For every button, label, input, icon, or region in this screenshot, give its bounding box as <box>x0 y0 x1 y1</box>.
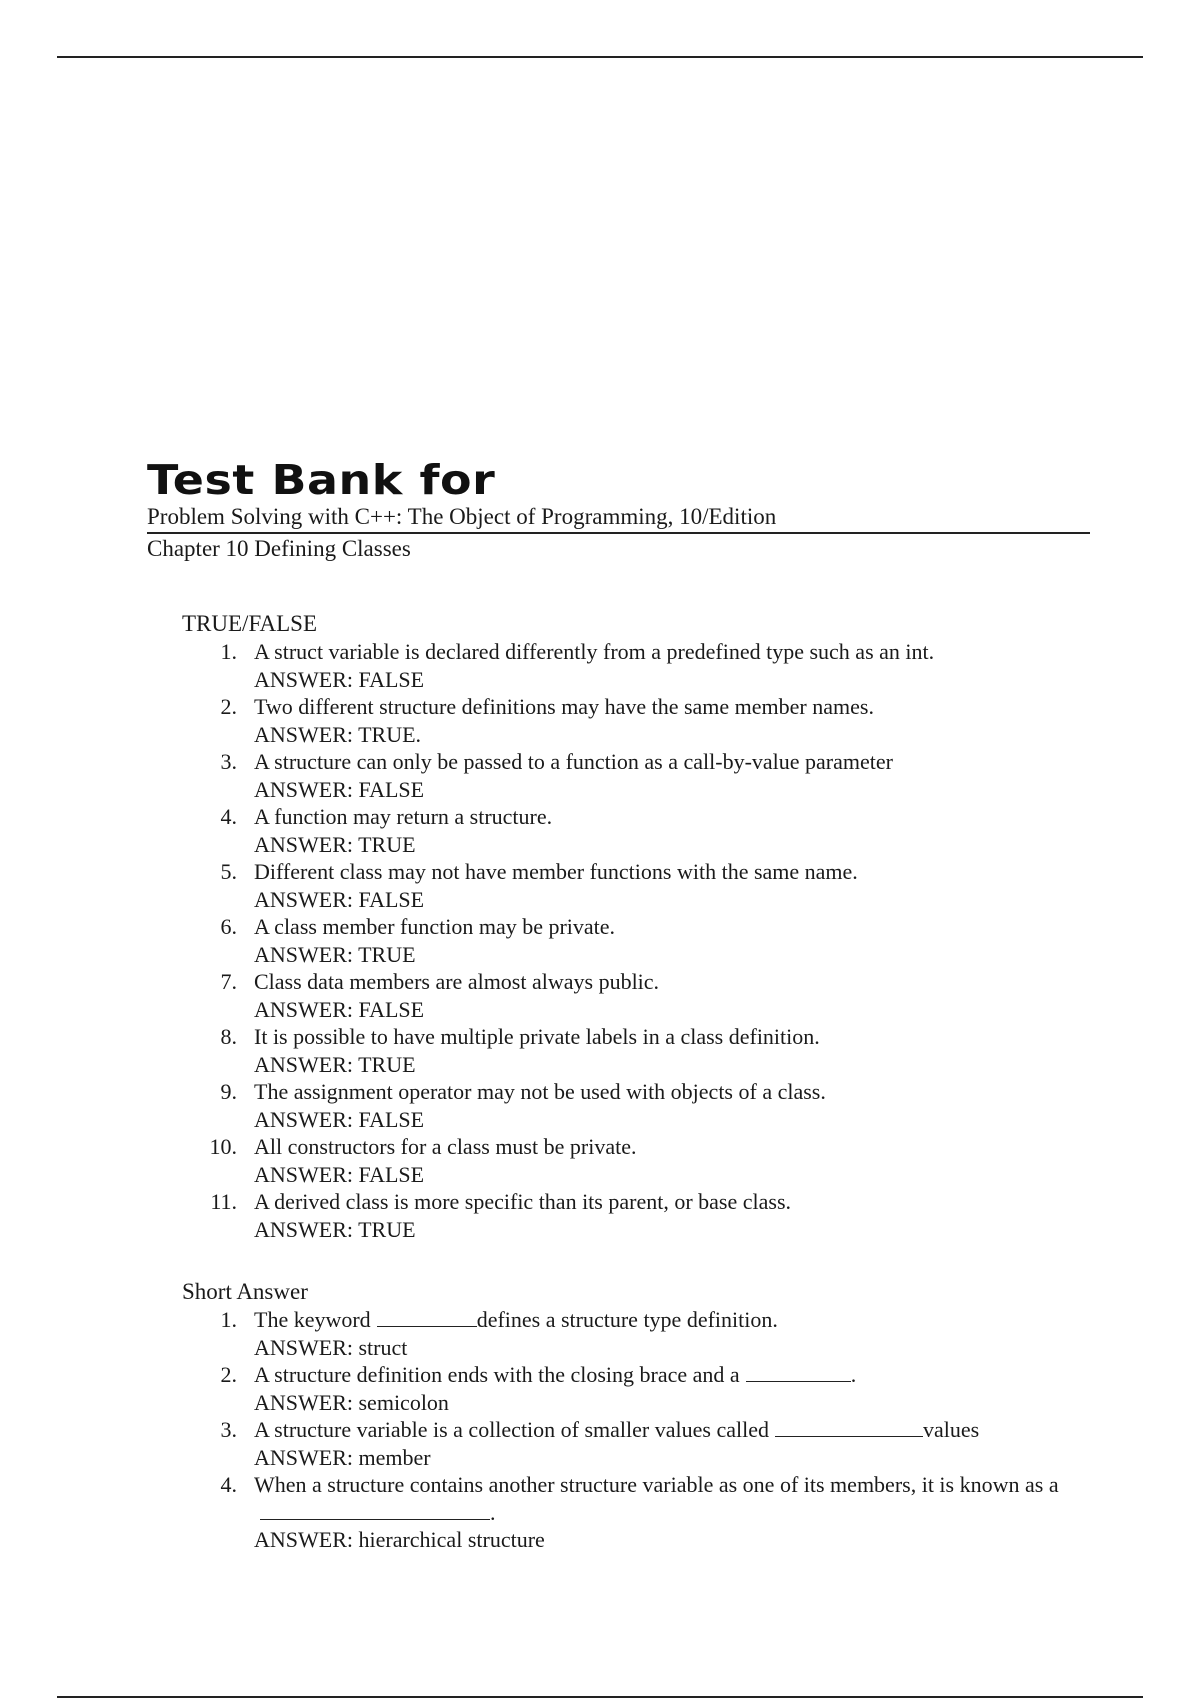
question-text: Class data members are almost always public. <box>254 969 660 994</box>
question-text: All constructors for a class must be private. <box>254 1134 637 1159</box>
book-title: Problem Solving with C++: The Object of Programming, 10/Edition <box>147 502 1090 534</box>
question-text <box>254 1306 1082 1334</box>
question-text-after: . <box>850 1362 857 1387</box>
question-item <box>182 1416 1082 1471</box>
question-number: 7. <box>220 969 237 994</box>
question-item <box>182 1188 1082 1243</box>
question-number: 4. <box>220 1472 237 1497</box>
question-text-before: A structure variable is a collection of smaller values called <box>254 1417 769 1442</box>
question-text-after: values <box>922 1417 980 1442</box>
question-item <box>182 1023 1082 1078</box>
question-list <box>182 638 1082 1243</box>
question-item <box>182 693 1082 748</box>
question-text: Different class may not have member functions with the same name. <box>254 859 858 884</box>
question-list <box>182 1306 1082 1554</box>
question-item <box>182 1133 1082 1188</box>
answer-blank <box>260 1501 490 1520</box>
question-text: It is possible to have multiple private labels in a class definition. <box>254 1024 820 1049</box>
question-item <box>182 1471 1082 1554</box>
answer-text: ANSWER: FALSE <box>254 1106 425 1132</box>
answer-text: ANSWER: TRUE <box>254 1216 416 1242</box>
answer-blank <box>746 1363 851 1382</box>
question-number: 9. <box>220 1079 237 1104</box>
question-text-after: defines a structure type definition. <box>476 1307 778 1332</box>
question-number: 1. <box>220 1307 237 1332</box>
answer-blank <box>775 1418 923 1437</box>
question-text: A derived class is more specific than its parent, or base class. <box>254 1189 792 1214</box>
question-item <box>182 1361 1082 1416</box>
chapter-title: Chapter 10 Defining Classes <box>147 536 411 561</box>
question-text: A struct variable is declared differently from a predefined type such as an int. <box>254 639 935 664</box>
short-answer-section <box>182 1278 1082 1554</box>
question-number: 4. <box>220 804 237 829</box>
top-rule <box>57 56 1143 58</box>
bottom-rule <box>57 1696 1143 1698</box>
answer-text: ANSWER: struct <box>254 1334 408 1360</box>
answer-text: ANSWER: member <box>254 1444 431 1470</box>
question-text: Two different structure definitions may have the same member names. <box>254 694 874 719</box>
question-text <box>254 1361 1082 1389</box>
question-number: 1. <box>220 639 237 664</box>
question-text: The assignment operator may not be used with objects of a class. <box>254 1079 826 1104</box>
answer-text: ANSWER: TRUE <box>254 1051 416 1077</box>
answer-text: ANSWER: FALSE <box>254 776 425 802</box>
section-heading: Short Answer <box>182 1279 308 1304</box>
question-item <box>182 638 1082 693</box>
question-number: 2. <box>220 694 237 719</box>
question-text-before: The keyword <box>254 1307 371 1332</box>
answer-text: ANSWER: hierarchical structure <box>254 1527 545 1552</box>
answer-text: ANSWER: FALSE <box>254 666 425 692</box>
question-text: A class member function may be private. <box>254 914 616 939</box>
question-number: 5. <box>220 859 237 884</box>
true-false-section <box>182 610 1082 1243</box>
question-number: 11. <box>210 1189 237 1214</box>
question-number: 2. <box>220 1362 237 1387</box>
question-number: 3. <box>220 1417 237 1442</box>
answer-text: ANSWER: TRUE <box>254 831 416 857</box>
question-number: 6. <box>220 914 237 939</box>
question-item <box>182 1306 1082 1361</box>
answer-text: ANSWER: semicolon <box>254 1389 449 1415</box>
question-text <box>254 1471 1082 1526</box>
answer-text: ANSWER: TRUE. <box>254 721 422 747</box>
question-text-before: When a structure contains another structure variable as one of its members, it is known as a <box>254 1472 1059 1497</box>
question-number: 3. <box>220 749 237 774</box>
question-item <box>182 913 1082 968</box>
answer-text: ANSWER: FALSE <box>254 886 425 912</box>
question-item <box>182 1078 1082 1133</box>
question-text-after: . <box>490 1499 496 1525</box>
question-item <box>182 748 1082 803</box>
document-header <box>147 458 1090 564</box>
question-text: A function may return a structure. <box>254 804 553 829</box>
section-heading: TRUE/FALSE <box>182 611 318 636</box>
answer-text: ANSWER: FALSE <box>254 996 425 1022</box>
answer-text: ANSWER: FALSE <box>254 1161 425 1187</box>
question-text: A structure can only be passed to a function as a call-by-value parameter <box>254 749 893 774</box>
document-title: Test Bank for <box>147 456 496 504</box>
question-item <box>182 858 1082 913</box>
question-number: 10. <box>209 1134 237 1159</box>
answer-text: ANSWER: TRUE <box>254 941 416 967</box>
answer-blank <box>377 1308 477 1327</box>
question-number: 8. <box>220 1024 237 1049</box>
question-item <box>182 803 1082 858</box>
question-item <box>182 968 1082 1023</box>
question-text-before: A structure definition ends with the closing brace and a <box>254 1362 740 1387</box>
question-text <box>254 1416 1082 1444</box>
